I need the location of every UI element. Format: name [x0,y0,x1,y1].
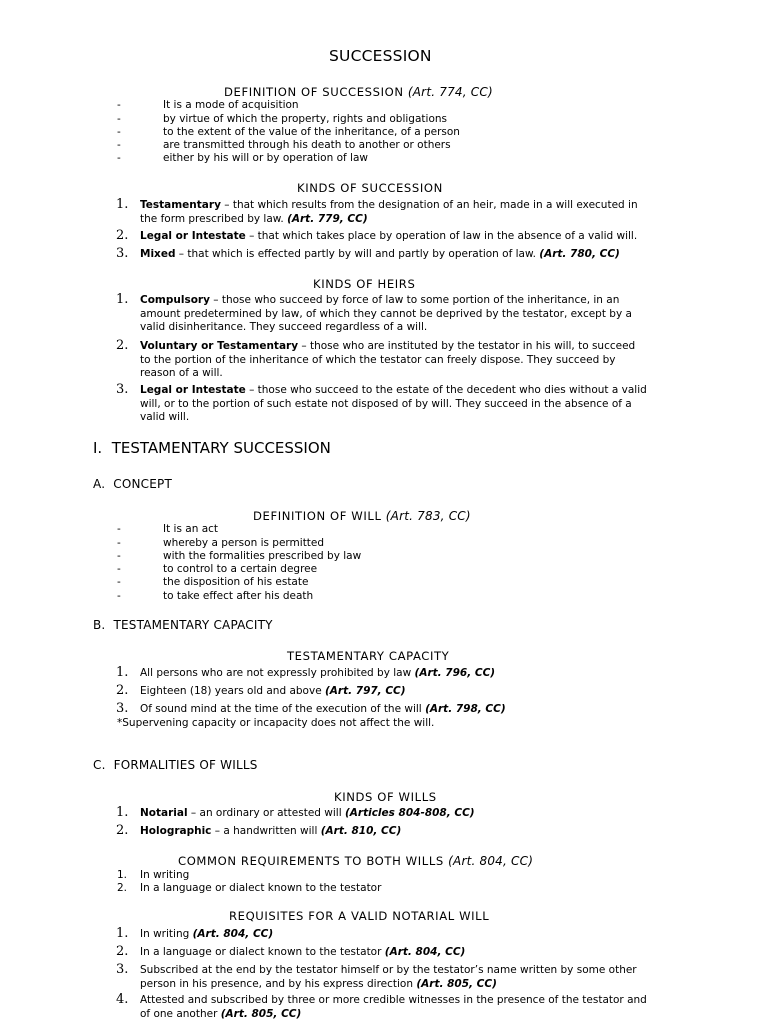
list-item: In a language or dialect known to the testator [140,882,382,894]
section-heading-notarial-will-requisites: REQUISITES FOR A VALID NOTARIAL WILL [229,909,490,923]
section-heading-kinds-of-wills: KINDS OF WILLS [334,790,437,804]
list-item-voluntary-or-testamentary: Voluntary or Testamentary – those who are instituted by the testator in his will, to succeed to the portion of the inheritance of which the testator can freely dispose. They succeed by reason of a will. [140,340,636,380]
section-heading-testamentary-capacity: TESTAMENTARY CAPACITY [287,649,450,663]
heading-text: DEFINITION OF SUCCESSION [224,85,404,99]
list-number: 2. [116,944,129,959]
section-heading-definition-of-succession [224,85,493,99]
footnote: *Supervening capacity or incapacity does not affect the will. [117,717,435,729]
list-number: 2. [116,683,129,698]
heading-text: COMMON REQUIREMENTS TO BOTH WILLS [178,854,444,868]
list-number: 1. [116,805,129,820]
list-item: All persons who are not expressly prohibited by law (Art. 796, CC) [140,667,496,679]
section-title-testamentary-succession [93,439,331,457]
list-number: 1. [116,926,129,941]
heading-citation: (Art. 774, CC) [407,85,493,99]
subsection-title: TESTAMENTARY CAPACITY [113,618,273,632]
list-number: 2. [116,228,129,243]
list-number: 3. [116,962,129,977]
subsection-title: FORMALITIES OF WILLS [113,758,258,772]
list-item: In a language or dialect known to the testator (Art. 804, CC) [140,946,466,958]
section-number: I. [93,439,103,457]
list-item-compulsory: Compulsory – those who succeed by force of law to some portion of the inheritance, in an amount predetermined by law, of which they cannot be deprived by the testator, except by a valid disinheritance. They succeed regardless of a will. [140,294,632,334]
list-item: Of sound mind at the time of the execution of the will (Art. 798, CC) [140,703,506,715]
list-item-notarial: Notarial – an ordinary or attested will (Articles 804-808, CC) [140,807,475,819]
page-title: SUCCESSION [329,47,432,65]
list-item: Eighteen (18) years old and above (Art. 797, CC) [140,685,406,697]
list-item: Attested and subscribed by three or more credible witnesses in the presence of the testator and of one another (Art. 805, CC) [140,994,647,1020]
subsection-title-testamentary-capacity [93,618,273,632]
list-item: Subscribed at the end by the testator himself or by the testator’s name written by some other person in his presence, and by his express direction (Art. 805, CC) [140,964,637,990]
heading-citation: (Art. 783, CC) [385,509,471,523]
subsection-number: A. [93,477,106,491]
list-number: 2. [117,882,128,894]
subsection-title: CONCEPT [113,477,172,491]
heading-citation: (Art. 804, CC) [448,854,534,868]
list-item-mixed: Mixed – that which is effected partly by will and partly by operation of law. (Art. 780, CC) [140,248,620,260]
list-number: 3. [116,246,129,261]
document-page: SUCCESSION DEFINITION OF SUCCESSION (Art. 774, CC) - It is a mode of acquisition - by virtue of which the property, rights and obligations - to the extent of the value of the inheritance, of a person - are transmitted through his death to another or others - either by his will or by operation of law KINDS OF SUCCESSION 1. Testamentary – that which results from the designation of an heir, made in a will executed in the form prescribed by law. (Art. 779, CC) 2. Legal or Intestate – that which takes place by operation of law in the absence of a valid will. 3. Mixed – that which is effected partly by will and partly by operation of law. (Art. 780, CC) KINDS OF HEIRS 1. Compulsory – those who succeed by force of law to some portion of the inheritance, in an amount predetermined by law, of which they cannot be deprived by the testator, except by a valid disinheritance. They succeed regardless of a will. 2. Voluntary or Testamentary – those who are instituted by the testator in his will, to succeed to the portion of the inheritance of which the testator can freely dispose. They succeed by reason of a will. 3. Legal or Intestate – those who succeed to the estate of the decedent who dies without a valid will, or to the portion of such estate not disposed of by will. They succeed in the absence of a valid will. I. TESTAMENTARY SUCCESSION A. CONCEPT DEFINITION OF WILL (Art. 783, CC) - It is an act - whereby a person is permitted - with the formalities prescribed by law - to control to a certain degree - the disposition of his estate - to take effect after his death B. TESTAMENTARY CAPACITY TESTAMENTARY CAPACITY 1. All persons who are not expressly prohibited by law (Art. 796, CC) 2. Eighteen (18) years old and above (Art. 797, CC) 3. Of sound mind at the time of the execution of the will (Art. 798, CC) *Supervening capacity or incapacity does not affect the will. C. FORMALITIES OF WILLS KINDS OF WILLS 1. Notarial – an ordinary or attested will (Articles 804-808, CC) 2. Holographic – a handwritten will (Art. 810, CC) COMMON REQUIREMENTS TO BOTH WILLS (Art. 804, CC) 1. In writing 2. In a language or dialect known to the testator REQUISITES FOR A VALID NOTARIAL WILL 1. In writing (Art. 804, CC) 2. In a language or dialect known to the testator (Art. 804, CC) 3. Subscribed at the end by the testator himself or by the testator’s name written by some other person in his presence, and by his express direction (Art. 805, CC) 4. Attested and subscribed by three or more credible witnesses in the presence of the testator and of one another (Art. 805, CC) [0,0,768,1024]
list-item-legal-or-intestate-heirs: Legal or Intestate – those who succeed to the estate of the decedent who dies without a valid will, or to the portion of such estate not disposed of by will. They succeed in the absence of a valid will. [140,384,647,424]
heading-text: DEFINITION OF WILL [253,509,382,523]
section-heading-definition-of-will [253,509,471,523]
list-item: In writing [140,869,190,881]
list-number: 4. [116,992,129,1007]
list-number: 2. [116,338,129,353]
subsection-title-formalities-of-wills [93,758,258,772]
section-heading-kinds-of-succession: KINDS OF SUCCESSION [297,181,443,195]
list-number: 3. [116,701,129,716]
subsection-number: C. [93,758,106,772]
list-number: 1. [117,869,128,881]
subsection-number: B. [93,618,106,632]
list-number: 3. [116,382,129,397]
section-heading-kinds-of-heirs: KINDS OF HEIRS [313,277,416,291]
list-number: 2. [116,823,129,838]
section-title: TESTAMENTARY SUCCESSION [111,439,331,457]
list-item: In writing (Art. 804, CC) [140,928,274,940]
list-item-holographic: Holographic – a handwritten will (Art. 810, CC) [140,825,402,837]
list-item-testamentary: Testamentary – that which results from the designation of an heir, made in a will executed in the form prescribed by law. (Art. 779, CC) [140,199,638,225]
list-number: 1. [116,292,129,307]
section-heading-common-requirements [178,854,533,868]
subsection-title-concept [93,477,172,491]
list-number: 1. [116,197,129,212]
list-number: 1. [116,665,129,680]
list-item-legal-or-intestate: Legal or Intestate – that which takes place by operation of law in the absence of a valid will. [140,230,638,242]
